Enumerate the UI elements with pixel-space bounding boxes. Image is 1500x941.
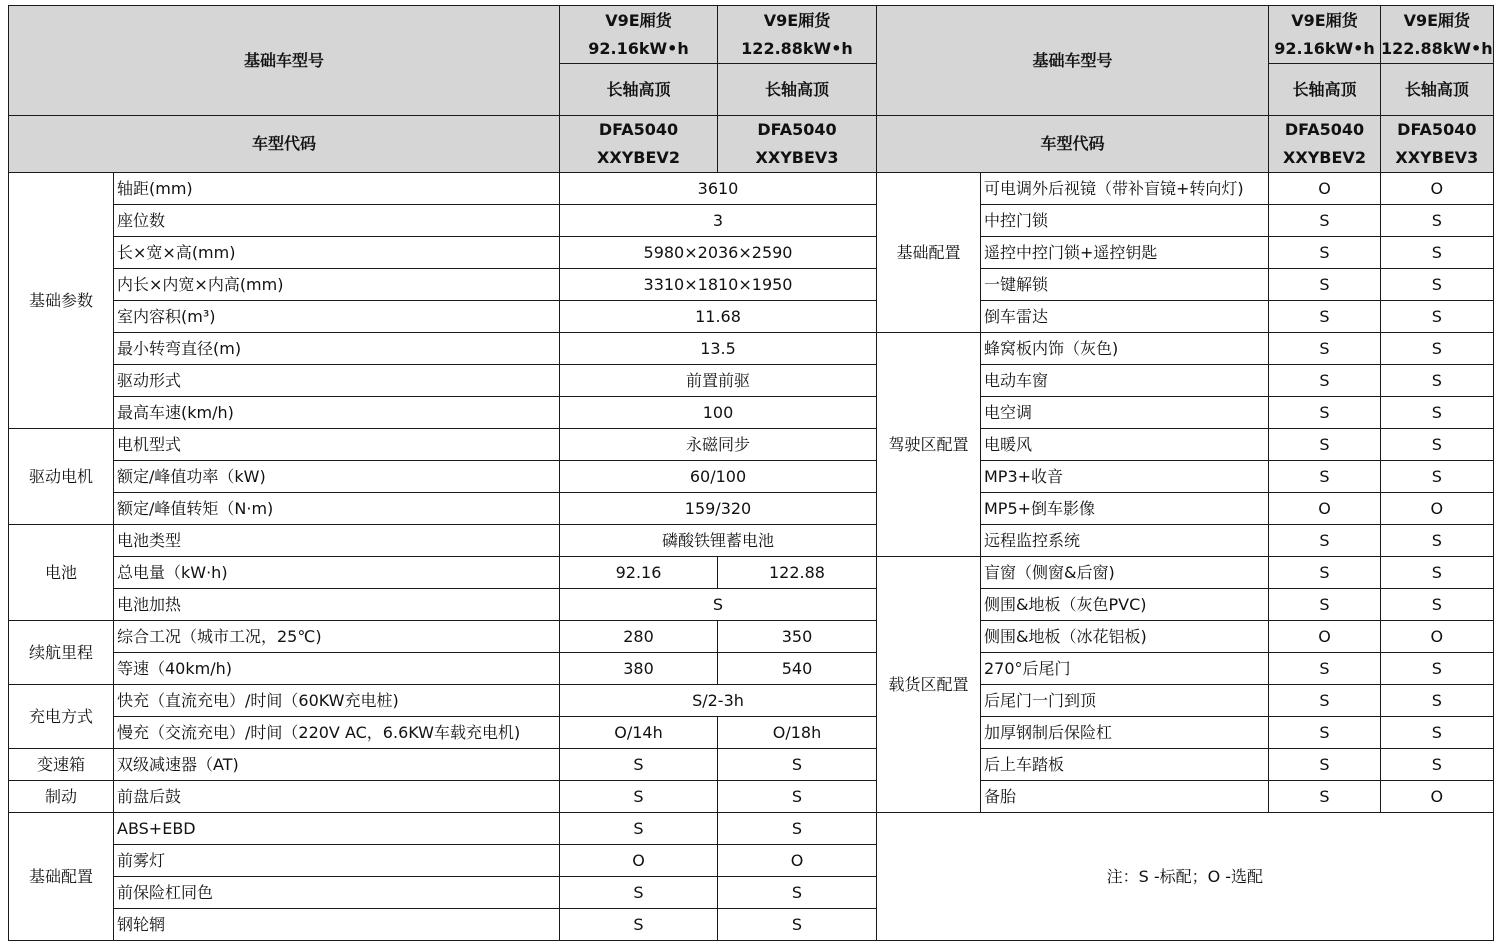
row-label: 额定/峰值转矩（N·m) bbox=[114, 493, 560, 525]
row-value-model-2: S bbox=[1381, 397, 1494, 429]
row-label: 轴距(mm) bbox=[114, 173, 560, 205]
row-label: 遥控中控门锁+遥控钥匙 bbox=[981, 237, 1269, 269]
left-spec-table bbox=[8, 5, 877, 941]
row-value-model-2: S bbox=[1381, 461, 1494, 493]
row-label: 加厚钢制后保险杠 bbox=[981, 717, 1269, 749]
row-value-model-1: S bbox=[560, 749, 718, 781]
row-label: 室内容积(m³) bbox=[114, 301, 560, 333]
row-value-model-1: S bbox=[560, 909, 718, 941]
row-value-model-1: S bbox=[560, 781, 718, 813]
row-label: 电池类型 bbox=[114, 525, 560, 557]
row-value: 前置前驱 bbox=[560, 365, 877, 397]
row-value-model-2: S bbox=[1381, 205, 1494, 237]
row-value-model-1: O bbox=[560, 845, 718, 877]
row-value-model-2: 350 bbox=[718, 621, 877, 653]
row-label: 前盘后鼓 bbox=[114, 781, 560, 813]
row-value-model-2: S bbox=[1381, 429, 1494, 461]
row-label: 中控门锁 bbox=[981, 205, 1269, 237]
row-label: 电暖风 bbox=[981, 429, 1269, 461]
row-value-model-1: S bbox=[1269, 653, 1381, 685]
model-2-trim: 长轴高顶 bbox=[718, 64, 877, 116]
code-header: 车型代码 bbox=[877, 116, 1269, 173]
model-2-battery: 122.88kW•h bbox=[741, 38, 853, 58]
row-label: 可电调外后视镜（带补盲镜+转向灯) bbox=[981, 173, 1269, 205]
row-value-model-2: S bbox=[1381, 525, 1494, 557]
row-label: 长×宽×高(mm) bbox=[114, 237, 560, 269]
row-value-model-1: S bbox=[1269, 685, 1381, 717]
row-value-model-1: S bbox=[1269, 237, 1381, 269]
row-value: 3310×1810×1950 bbox=[560, 269, 877, 301]
row-value-model-1: O/14h bbox=[560, 717, 718, 749]
row-label: MP5+倒车影像 bbox=[981, 493, 1269, 525]
row-label: ABS+EBD bbox=[114, 813, 560, 845]
row-value-model-2: S bbox=[1381, 589, 1494, 621]
row-value-model-1: S bbox=[560, 877, 718, 909]
row-value-model-2: S bbox=[1381, 685, 1494, 717]
row-value-model-2: O bbox=[1381, 173, 1494, 205]
model-2-header bbox=[1381, 6, 1494, 64]
row-label: 侧围&地板（冰花铝板) bbox=[981, 621, 1269, 653]
row-value: 永磁同步 bbox=[560, 429, 877, 461]
model-1-code-line2: XXYBEV2 bbox=[1283, 148, 1366, 167]
row-label: 钢轮辋 bbox=[114, 909, 560, 941]
row-value-model-2: S bbox=[718, 781, 877, 813]
model-1-header bbox=[560, 6, 718, 64]
row-value-model-1: S bbox=[1269, 557, 1381, 589]
row-value-model-1: S bbox=[1269, 717, 1381, 749]
row-label: 座位数 bbox=[114, 205, 560, 237]
row-label: 前雾灯 bbox=[114, 845, 560, 877]
model-2-battery: 122.88kW•h bbox=[1381, 38, 1493, 58]
model-2-header bbox=[718, 6, 877, 64]
row-label: 最小转弯直径(m) bbox=[114, 333, 560, 365]
model-1-name: V9E厢货 bbox=[1291, 10, 1358, 30]
row-label: 前保险杠同色 bbox=[114, 877, 560, 909]
row-label: 蜂窝板内饰（灰色) bbox=[981, 333, 1269, 365]
model-1-header bbox=[1269, 6, 1381, 64]
row-value-model-2: S bbox=[1381, 333, 1494, 365]
row-value-model-1: S bbox=[1269, 333, 1381, 365]
model-1-code-line1: DFA5040 bbox=[1284, 120, 1365, 139]
row-value-model-1: O bbox=[1269, 621, 1381, 653]
row-value-model-2: O bbox=[1381, 781, 1494, 813]
row-label: 盲窗（侧窗&后窗) bbox=[981, 557, 1269, 589]
row-value: S bbox=[560, 589, 877, 621]
row-value: 3610 bbox=[560, 173, 877, 205]
row-value-model-1: S bbox=[1269, 365, 1381, 397]
group-basic-config: 基础配置 bbox=[9, 813, 114, 941]
row-value-model-1: S bbox=[1269, 429, 1381, 461]
model-1-name: V9E厢货 bbox=[605, 10, 672, 30]
row-value-model-2: O bbox=[1381, 493, 1494, 525]
row-value-model-2: S bbox=[718, 749, 877, 781]
row-value-model-2: S bbox=[1381, 269, 1494, 301]
row-value-model-1: 380 bbox=[560, 653, 718, 685]
row-label: 侧围&地板（灰色PVC) bbox=[981, 589, 1269, 621]
row-label: 快充（直流充电）/时间（60KW充电桩) bbox=[114, 685, 560, 717]
group-cab-config: 驾驶区配置 bbox=[877, 333, 981, 557]
row-label: 后上车踏板 bbox=[981, 749, 1269, 781]
model-2-code-line2: XXYBEV3 bbox=[755, 148, 839, 167]
model-1-battery: 92.16kW•h bbox=[588, 38, 689, 58]
row-value: 11.68 bbox=[560, 301, 877, 333]
row-value-model-2: S bbox=[1381, 653, 1494, 685]
row-label: 驱动形式 bbox=[114, 365, 560, 397]
row-label: 综合工况（城市工况，25℃) bbox=[114, 621, 560, 653]
model-1-code bbox=[560, 116, 718, 173]
row-label: 备胎 bbox=[981, 781, 1269, 813]
row-label: 倒车雷达 bbox=[981, 301, 1269, 333]
group-battery: 电池 bbox=[9, 525, 114, 621]
row-label: 额定/峰值功率（kW) bbox=[114, 461, 560, 493]
row-value-model-2: O bbox=[1381, 621, 1494, 653]
row-value-model-1: S bbox=[1269, 525, 1381, 557]
row-value-model-2: O/18h bbox=[718, 717, 877, 749]
group-charging: 充电方式 bbox=[9, 685, 114, 749]
model-1-code-line2: XXYBEV2 bbox=[597, 148, 680, 167]
model-2-trim: 长轴高顶 bbox=[1381, 64, 1494, 116]
row-value: 159/320 bbox=[560, 493, 877, 525]
row-value-model-2: O bbox=[718, 845, 877, 877]
code-header: 车型代码 bbox=[9, 116, 560, 173]
row-label: 电动车窗 bbox=[981, 365, 1269, 397]
model-2-code bbox=[1381, 116, 1494, 173]
row-value-model-1: O bbox=[1269, 493, 1381, 525]
row-label: 270°后尾门 bbox=[981, 653, 1269, 685]
row-label: 总电量（kW·h) bbox=[114, 557, 560, 589]
row-value: 13.5 bbox=[560, 333, 877, 365]
row-label: 慢充（交流充电）/时间（220V AC，6.6KW车载充电机) bbox=[114, 717, 560, 749]
right-spec-table bbox=[876, 5, 1494, 941]
row-value-model-2: S bbox=[1381, 237, 1494, 269]
row-label: 电池加热 bbox=[114, 589, 560, 621]
model-1-trim: 长轴高顶 bbox=[560, 64, 718, 116]
group-brake: 制动 bbox=[9, 781, 114, 813]
row-label: 一键解锁 bbox=[981, 269, 1269, 301]
base-model-header: 基础车型号 bbox=[9, 6, 560, 116]
row-value-model-2: S bbox=[1381, 557, 1494, 589]
row-value-model-1: S bbox=[1269, 749, 1381, 781]
group-cargo-config: 载货区配置 bbox=[877, 557, 981, 813]
row-value: 3 bbox=[560, 205, 877, 237]
model-1-battery: 92.16kW•h bbox=[1274, 38, 1375, 58]
row-value-model-1: O bbox=[1269, 173, 1381, 205]
model-2-code-line1: DFA5040 bbox=[757, 120, 837, 139]
row-value-model-1: S bbox=[1269, 781, 1381, 813]
model-2-code-line2: XXYBEV3 bbox=[1395, 148, 1479, 167]
model-2-name: V9E厢货 bbox=[1403, 10, 1471, 30]
group-basic-config: 基础配置 bbox=[877, 173, 981, 333]
row-value-model-2: S bbox=[1381, 365, 1494, 397]
row-label: 内长×内宽×内高(mm) bbox=[114, 269, 560, 301]
row-value: S/2-3h bbox=[560, 685, 877, 717]
model-2-code bbox=[718, 116, 877, 173]
model-2-code-line1: DFA5040 bbox=[1397, 120, 1477, 139]
row-value-model-2: 540 bbox=[718, 653, 877, 685]
row-value-model-2: S bbox=[1381, 749, 1494, 781]
row-value-model-2: S bbox=[1381, 301, 1494, 333]
row-label: 等速（40km/h) bbox=[114, 653, 560, 685]
row-value-model-2: S bbox=[718, 813, 877, 845]
group-gearbox: 变速箱 bbox=[9, 749, 114, 781]
row-value: 60/100 bbox=[560, 461, 877, 493]
row-value-model-2: S bbox=[1381, 717, 1494, 749]
row-value-model-1: S bbox=[1269, 397, 1381, 429]
row-value: 5980×2036×2590 bbox=[560, 237, 877, 269]
row-value: 磷酸铁锂蓄电池 bbox=[560, 525, 877, 557]
row-label: 后尾门一门到顶 bbox=[981, 685, 1269, 717]
group-range: 续航里程 bbox=[9, 621, 114, 685]
row-value: 100 bbox=[560, 397, 877, 429]
row-value-model-2: S bbox=[718, 877, 877, 909]
group-motor: 驱动电机 bbox=[9, 429, 114, 525]
base-model-header: 基础车型号 bbox=[877, 6, 1269, 116]
row-label: 电机型式 bbox=[114, 429, 560, 461]
row-value-model-2: S bbox=[718, 909, 877, 941]
group-basic-params: 基础参数 bbox=[9, 173, 114, 429]
row-value-model-1: S bbox=[1269, 269, 1381, 301]
legend-note: 注：S -标配；O -选配 bbox=[877, 813, 1494, 941]
row-label: 电空调 bbox=[981, 397, 1269, 429]
row-value-model-1: S bbox=[560, 813, 718, 845]
row-value-model-1: S bbox=[1269, 301, 1381, 333]
row-label: 最高车速(km/h) bbox=[114, 397, 560, 429]
row-value-model-2: 122.88 bbox=[718, 557, 877, 589]
row-value-model-1: 92.16 bbox=[560, 557, 718, 589]
model-1-trim: 长轴高顶 bbox=[1269, 64, 1381, 116]
row-label: 双级减速器（AT) bbox=[114, 749, 560, 781]
row-value-model-1: S bbox=[1269, 205, 1381, 237]
model-1-code bbox=[1269, 116, 1381, 173]
row-value-model-1: S bbox=[1269, 589, 1381, 621]
model-1-code-line1: DFA5040 bbox=[598, 120, 679, 139]
row-label: 远程监控系统 bbox=[981, 525, 1269, 557]
model-2-name: V9E厢货 bbox=[763, 10, 831, 30]
row-value-model-1: 280 bbox=[560, 621, 718, 653]
row-value-model-1: S bbox=[1269, 461, 1381, 493]
row-label: MP3+收音 bbox=[981, 461, 1269, 493]
